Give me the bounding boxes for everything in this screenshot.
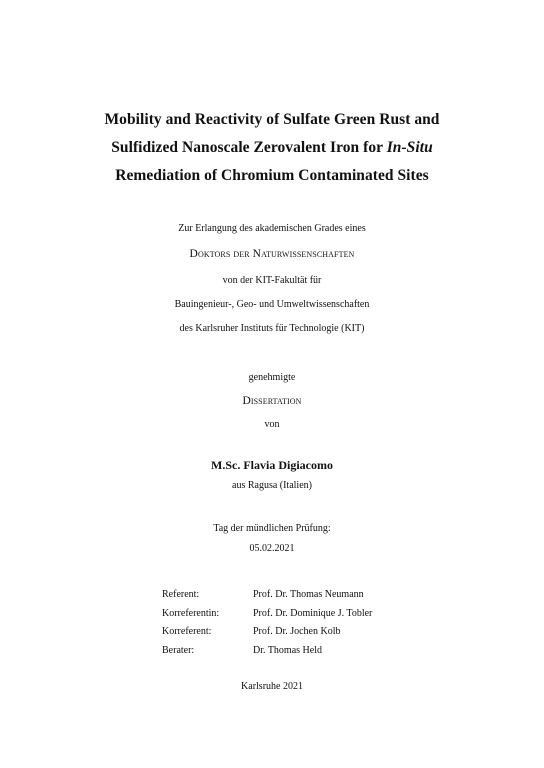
examiner-row [162,586,372,605]
author-name: M.Sc. Flavia Digiacomo [211,458,333,472]
examiner-row [162,623,372,642]
by-label: von [264,419,280,430]
title-line-2-italic: In-Situ [386,139,433,156]
faculty-line-2: Bauingenieur-, Geo- und Umweltwissenschaften [174,299,370,310]
exam-date-label: Tag der mündlichen Prüfung: [213,523,331,534]
examiner-role: Korreferentin: [162,607,220,619]
faculty-line-1: von der KIT-Fakultät für [222,275,322,286]
title-line-2 [0,134,544,162]
place-year: Karlsruhe 2021 [241,681,303,692]
exam-date: 05.02.2021 [249,543,295,554]
examiner-name: Prof. Dr. Thomas Neumann [253,589,364,600]
dissertation-label: Dissertation [242,395,302,407]
examiner-row [162,642,372,661]
examiners-list [162,586,372,660]
title-line-2-text: Sulfidized Nanoscale Zerovalent Iron for [111,139,387,156]
examiner-row [162,605,372,624]
degree-name: Doktors der Naturwissenschaften [189,248,355,260]
examiner-name: Prof. Dr. Dominique J. Tobler [253,607,373,619]
examiner-role: Korreferent: [162,626,212,638]
degree-intro: Zur Erlangung des akademischen Grades eines [178,223,366,234]
title-line-3: Remediation of Chromium Contaminated Sites [115,167,429,184]
faculty-line-3: des Karlsruher Instituts für Technologie (KIT) [179,323,365,334]
examiner-name: Prof. Dr. Jochen Kolb [253,626,341,638]
examiner-name: Dr. Thomas Held [253,644,322,656]
author-origin: aus Ragusa (Italien) [232,480,312,491]
title-line-1: Mobility and Reactivity of Sulfate Green Rust and [104,111,440,128]
examiner-role: Referent: [162,589,200,600]
examiner-role: Berater: [162,644,195,656]
approved-label: genehmigte [248,372,296,383]
